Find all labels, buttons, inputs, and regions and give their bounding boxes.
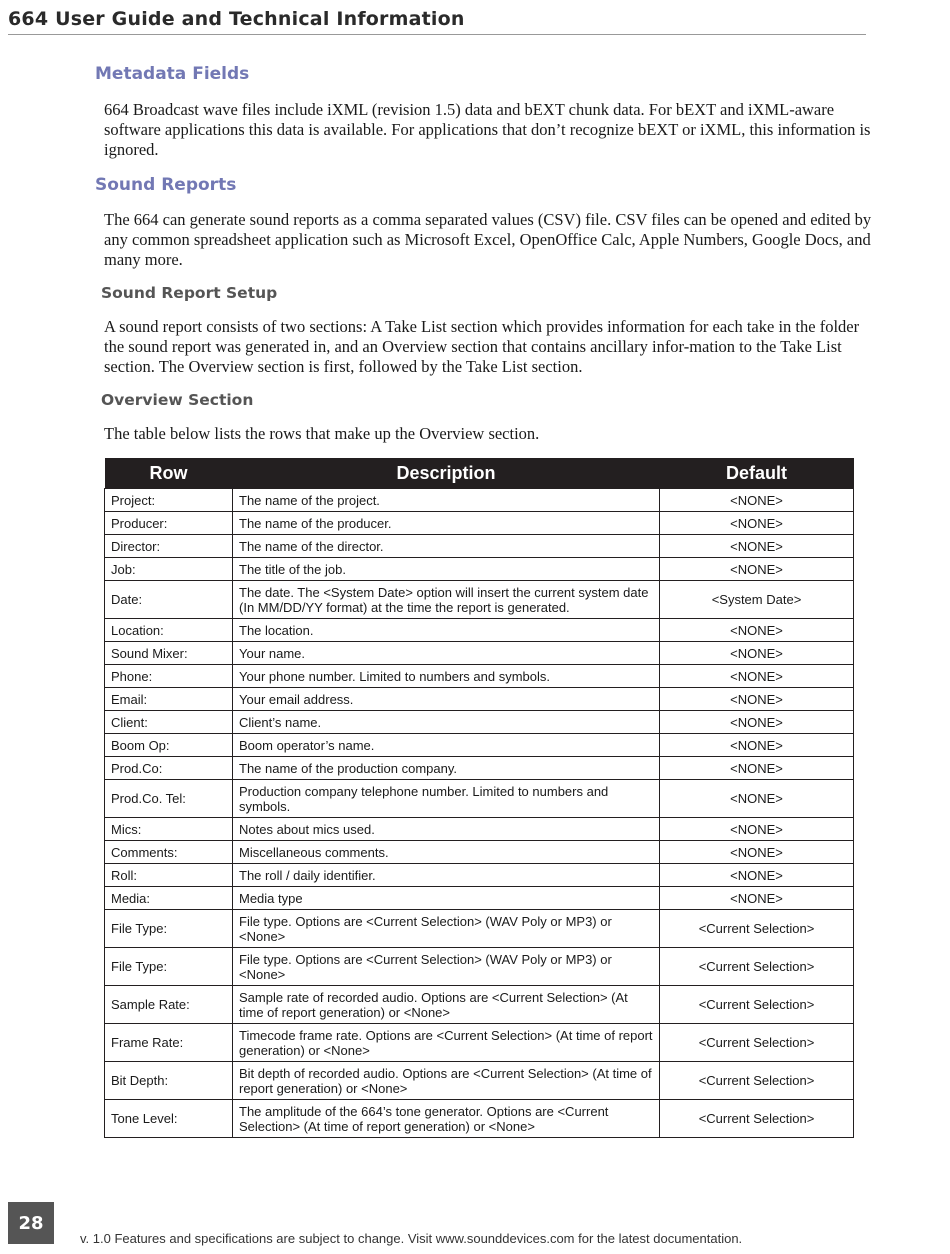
default-cell: <NONE> bbox=[660, 711, 854, 734]
default-cell: <Current Selection> bbox=[660, 948, 854, 986]
default-cell: <Current Selection> bbox=[660, 1062, 854, 1100]
heading-sound-reports: Sound Reports bbox=[95, 175, 237, 195]
footer-text: v. 1.0 Features and specifications are subject to change. Visit www.sounddevices.com for the latest documentation. bbox=[80, 1231, 743, 1246]
row-name-cell: Location: bbox=[105, 619, 233, 642]
default-cell: <Current Selection> bbox=[660, 910, 854, 948]
description-cell: File type. Options are <Current Selection> (WAV Poly or MP3) or <None> bbox=[233, 948, 660, 986]
default-cell: <Current Selection> bbox=[660, 1100, 854, 1138]
default-cell: <NONE> bbox=[660, 841, 854, 864]
description-cell: Sample rate of recorded audio. Options are <Current Selection> (At time of report generation) or <None> bbox=[233, 986, 660, 1024]
metadata-paragraph: 664 Broadcast wave files include iXML (revision 1.5) data and bEXT chunk data. For bEXT and iXML-aware software applications this data is available. For applications that don’t recognize bEXT or iXML, this information is ignored. bbox=[104, 100, 871, 159]
row-name-cell: Tone Level: bbox=[105, 1100, 233, 1138]
row-name-cell: Boom Op: bbox=[105, 734, 233, 757]
row-name-cell: Director: bbox=[105, 535, 233, 558]
table-row bbox=[105, 489, 854, 512]
description-cell: The title of the job. bbox=[233, 558, 660, 581]
table-row bbox=[105, 757, 854, 780]
description-cell: Your name. bbox=[233, 642, 660, 665]
table-row bbox=[105, 841, 854, 864]
row-name-cell: Project: bbox=[105, 489, 233, 512]
table-row bbox=[105, 665, 854, 688]
document-header-title: 664 User Guide and Technical Information bbox=[8, 8, 465, 30]
overview-paragraph: The table below lists the rows that make up the Overview section. bbox=[104, 424, 540, 443]
description-cell: The name of the director. bbox=[233, 535, 660, 558]
table-row bbox=[105, 864, 854, 887]
row-name-cell: Bit Depth: bbox=[105, 1062, 233, 1100]
table-row bbox=[105, 910, 854, 948]
overview-rows-table bbox=[104, 458, 854, 1138]
heading-overview-section: Overview Section bbox=[101, 391, 254, 409]
default-cell: <NONE> bbox=[660, 887, 854, 910]
default-cell: <NONE> bbox=[660, 558, 854, 581]
description-cell: Media type bbox=[233, 887, 660, 910]
description-cell: The name of the project. bbox=[233, 489, 660, 512]
description-cell: The roll / daily identifier. bbox=[233, 864, 660, 887]
default-cell: <NONE> bbox=[660, 818, 854, 841]
default-cell: <Current Selection> bbox=[660, 986, 854, 1024]
description-cell: Production company telephone number. Limited to numbers and symbols. bbox=[233, 780, 660, 818]
row-name-cell: Phone: bbox=[105, 665, 233, 688]
default-cell: <NONE> bbox=[660, 512, 854, 535]
row-name-cell: Roll: bbox=[105, 864, 233, 887]
description-cell: Notes about mics used. bbox=[233, 818, 660, 841]
description-cell: The location. bbox=[233, 619, 660, 642]
row-name-cell: Comments: bbox=[105, 841, 233, 864]
default-cell: <NONE> bbox=[660, 688, 854, 711]
table-row bbox=[105, 1100, 854, 1138]
row-name-cell: File Type: bbox=[105, 910, 233, 948]
default-cell: <Current Selection> bbox=[660, 1024, 854, 1062]
description-cell: Miscellaneous comments. bbox=[233, 841, 660, 864]
description-cell: Bit depth of recorded audio. Options are <Current Selection> (At time of report generation) or <None> bbox=[233, 1062, 660, 1100]
table-row bbox=[105, 780, 854, 818]
description-cell: The name of the producer. bbox=[233, 512, 660, 535]
table-row bbox=[105, 887, 854, 910]
row-name-cell: File Type: bbox=[105, 948, 233, 986]
table-row bbox=[105, 688, 854, 711]
default-cell: <NONE> bbox=[660, 734, 854, 757]
default-cell: <NONE> bbox=[660, 619, 854, 642]
description-cell: Client’s name. bbox=[233, 711, 660, 734]
description-cell: Your phone number. Limited to numbers and symbols. bbox=[233, 665, 660, 688]
table-row bbox=[105, 1062, 854, 1100]
table-row bbox=[105, 642, 854, 665]
default-cell: <NONE> bbox=[660, 780, 854, 818]
row-name-cell: Frame Rate: bbox=[105, 1024, 233, 1062]
row-name-cell: Sound Mixer: bbox=[105, 642, 233, 665]
description-cell: Timecode frame rate. Options are <Current Selection> (At time of report generation) or <None> bbox=[233, 1024, 660, 1062]
default-cell: <NONE> bbox=[660, 489, 854, 512]
table-row bbox=[105, 818, 854, 841]
table-row bbox=[105, 558, 854, 581]
description-cell: The date. The <System Date> option will insert the current system date (In MM/DD/YY format) at the time the report is generated. bbox=[233, 581, 660, 619]
column-header-description: Description bbox=[233, 458, 660, 489]
table-row bbox=[105, 948, 854, 986]
description-cell: The amplitude of the 664’s tone generator. Options are <Current Selection> (At time of report generation) or <None> bbox=[233, 1100, 660, 1138]
header-divider bbox=[8, 34, 866, 35]
page-number: 28 bbox=[8, 1202, 54, 1244]
heading-metadata-fields: Metadata Fields bbox=[95, 64, 250, 84]
default-cell: <NONE> bbox=[660, 864, 854, 887]
description-cell: Boom operator’s name. bbox=[233, 734, 660, 757]
default-cell: <NONE> bbox=[660, 535, 854, 558]
description-cell: The name of the production company. bbox=[233, 757, 660, 780]
table-header-row bbox=[105, 458, 854, 489]
default-cell: <System Date> bbox=[660, 581, 854, 619]
setup-paragraph: A sound report consists of two sections: A Take List section which provides information for each take in the folder the sound report was generated in, and an Overview section that contains ancillary infor-mation to the Take List section. The Overview section is first, followed by the Take List section. bbox=[104, 317, 860, 376]
default-cell: <NONE> bbox=[660, 665, 854, 688]
table-row bbox=[105, 986, 854, 1024]
description-cell: Your email address. bbox=[233, 688, 660, 711]
table-row bbox=[105, 1024, 854, 1062]
table-row bbox=[105, 734, 854, 757]
description-cell: File type. Options are <Current Selection> (WAV Poly or MP3) or <None> bbox=[233, 910, 660, 948]
row-name-cell: Producer: bbox=[105, 512, 233, 535]
row-name-cell: Client: bbox=[105, 711, 233, 734]
row-name-cell: Sample Rate: bbox=[105, 986, 233, 1024]
sound-reports-paragraph: The 664 can generate sound reports as a comma separated values (CSV) file. CSV files can be opened and edited by any common spreadsheet application such as Microsoft Excel, OpenOffice Calc, Apple Numbers, Google Docs, and many more. bbox=[104, 210, 872, 269]
row-name-cell: Media: bbox=[105, 887, 233, 910]
column-header-default: Default bbox=[660, 458, 854, 489]
default-cell: <NONE> bbox=[660, 757, 854, 780]
row-name-cell: Date: bbox=[105, 581, 233, 619]
heading-sound-report-setup: Sound Report Setup bbox=[101, 284, 278, 302]
row-name-cell: Mics: bbox=[105, 818, 233, 841]
table-row bbox=[105, 535, 854, 558]
row-name-cell: Job: bbox=[105, 558, 233, 581]
table-row bbox=[105, 581, 854, 619]
column-header-row: Row bbox=[105, 458, 233, 489]
table-row bbox=[105, 619, 854, 642]
row-name-cell: Prod.Co. Tel: bbox=[105, 780, 233, 818]
table-row bbox=[105, 711, 854, 734]
table-row bbox=[105, 512, 854, 535]
default-cell: <NONE> bbox=[660, 642, 854, 665]
row-name-cell: Email: bbox=[105, 688, 233, 711]
row-name-cell: Prod.Co: bbox=[105, 757, 233, 780]
